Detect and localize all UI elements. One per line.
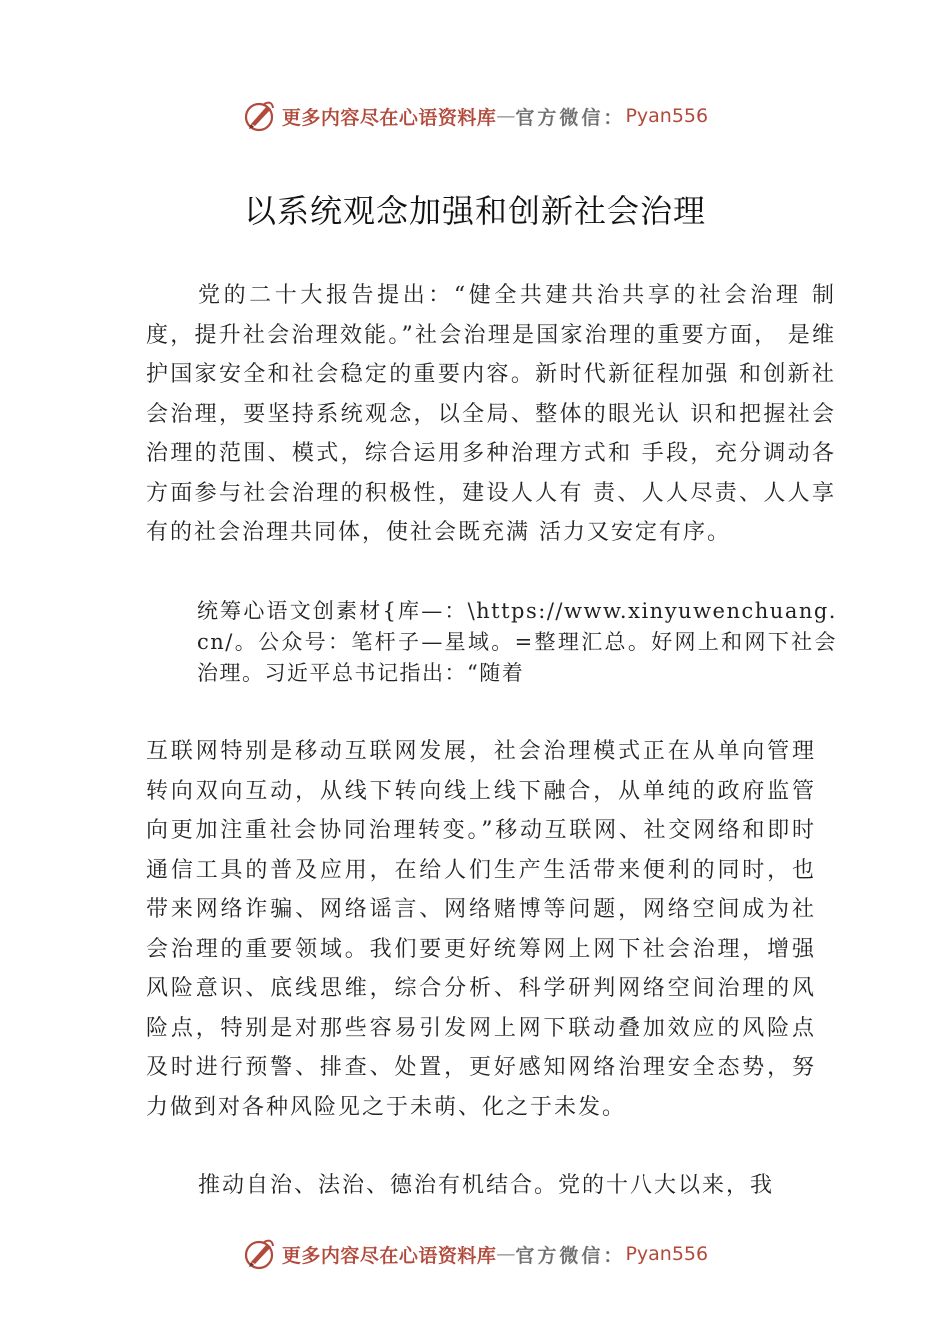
promo-separator: — <box>496 105 516 127</box>
paragraph-3: 互联网特别是移动互联网发展，社会治理模式正在从单向管理转向双向互动，从线下转向线上线下融合，从单纯的政府监管向更加注重社会协同治理转变。”移动互联网、社交网络和即时通信工具的普及应用，在给人们生产生活带来便利的同时，也带来网络诈骗、网络谣言、网络赌博等问题，网络空间成为社会治理的重要领域。我们要更好统筹网上网下社会治理，增强风险意识、底线思维，综合分析、科学研判网络空间治理的风险点，特别是对那些容易引发网上网下联动叠加效应的风险点及时进行预警、排查、处置，更好感知网络治理安全态势，努力做到对各种风险见之于未萌、化之于未发。 <box>146 739 816 1120</box>
footer-promo-main-text: 更多内容尽在心语资料库 <box>281 1244 497 1267</box>
pen-logo-icon <box>242 1236 278 1272</box>
wechat-id: Pyan556 <box>625 105 709 127</box>
pen-logo-icon <box>242 98 278 134</box>
paragraph-1: 党的二十大报告提出：“健全共建共治共享的社会治理 制度，提升社会治理效能。”社会治理是国家治理的重要方面， 是维护国家安全和社会稳定的重要内容。新时代新征程加强 和创新社会治理，要坚持系统观念，以全局、整体的眼光认 识和把握社会治理的范围、模式，综合运用多种治理方式和 手段，充分调动各方面参与社会治理的积极性，建设人人有 责、人人尽责、人人享有的社会治理共同体，使社会既充满 活力又安定有序。 <box>146 283 836 545</box>
header-promo-banner <box>0 96 950 136</box>
footer-wechat-id: Pyan556 <box>625 1243 709 1265</box>
footer-promo-separator: — <box>496 1243 516 1265</box>
wechat-label: 官方微信： <box>515 106 626 129</box>
paragraph-2: 统筹心语文创素材{库—：\https://www.xinyuwenchuang.cn/。公众号：笔杆子—星域。=整理汇总。好网上和网下社会治理。习近平总书记指出：“随着 <box>197 599 837 685</box>
promo-main-text: 更多内容尽在心语资料库 <box>281 106 497 129</box>
footer-promo-banner <box>0 1234 950 1274</box>
footer-wechat-label: 官方微信： <box>515 1244 626 1267</box>
document-title: 以系统观念加强和创新社会治理 <box>243 192 706 230</box>
paragraph-4: 推动自治、法治、德治有机结合。党的十八大以来，我 <box>198 1173 775 1198</box>
